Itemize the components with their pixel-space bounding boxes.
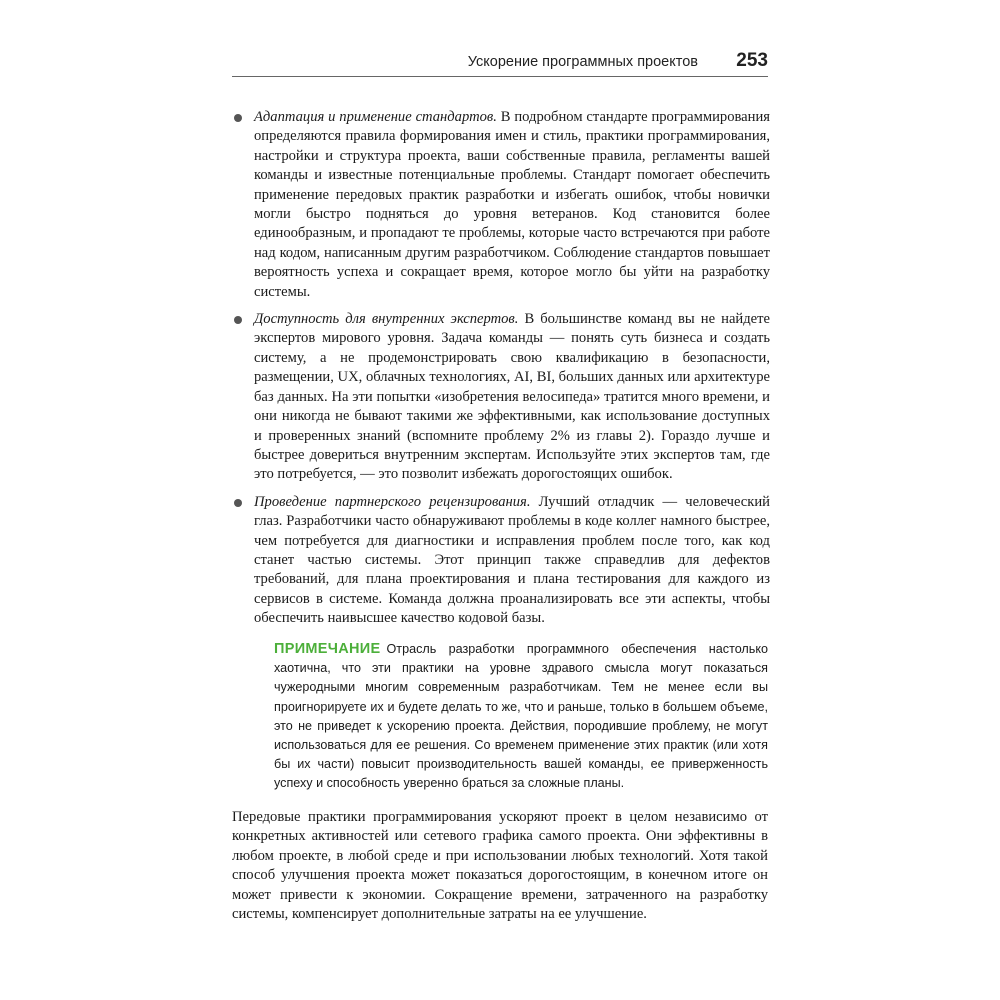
bullet-text: В большинстве команд вы не найдете экспертов мирового уровня. Задача команды — понять суть бизнеса и создать систему, а не продемонстрировать свою квалификацию в безопасности, размещении, UX, облачных технологиях, AI, BI, больших данных или архитектуре баз данных. На эти попытки «изобретения велосипеда» тратится много времени, и они никогда не бывают такими же эффективными, как использование доступных и проверенных знаний (вспомните проблему 2% из главы 2). Гораздо лучше и быстрее довериться внутренним экспертам. Используйте этих экспертов там, где это потребуется, — это позволит избежать дорогостоящих ошибок. bbox=[254, 311, 770, 483]
running-title: Ускорение программных проектов bbox=[467, 54, 698, 70]
bullet-item-standards bbox=[232, 108, 770, 302]
closing-paragraph: Передовые практики программирования ускоряют проект в целом независимо от конкретных активностей или сетевого графика самого проекта. Они эффективны в любом проекте, в любой среде и при использовании любых технологий. Хотя такой способ улучшения проекта может показаться дорогостоящим, в конечном итоге он может привести к экономии. Сокращение времени, затраченного на разработку системы, компенсирует дополнительные затраты на ее улучшение. bbox=[232, 809, 768, 923]
bullet-text: В подробном стандарте программирования определяются правила формирования имен и стиль, практики программирования, настройки и структура проекта, ваши собственные правила, регламенты вашей команды и известные потенциальные проблемы. Стандарт помогает обеспечить применение передовых практик разработки и избегать ошибок, чтобы новички могли быстро подняться до уровня ветеранов. Код становится более единообразным, и пропадают те проблемы, которые часто встречаются при работе над кодом, написанным другим разработчиком. Соблюдение стандартов повышает вероятность успеха и сокращает время, которое могло бы уйти на разработку системы. bbox=[254, 109, 770, 300]
bullet-term: Доступность для внутренних экспертов. bbox=[254, 311, 519, 328]
bullet-dot-icon bbox=[234, 499, 242, 507]
bullet-list bbox=[232, 108, 770, 637]
bullet-text: Лучший отладчик — человеческий глаз. Разработчики часто обнаруживают проблемы в коде коллег намного быстрее, чем потребуется для диагностики и исправления проблем после того, как код станет частью системы. Этот принцип также справедлив для дефектов требований, для плана проектирования и плана тестирования для каждого из сервисов в системе. Команда должна проанализировать все эти аспекты, чтобы обеспечить наивысшее качество кодовой базы. bbox=[254, 493, 770, 627]
page-number: 253 bbox=[736, 50, 768, 71]
bullet-term: Адаптация и применение стандартов. bbox=[254, 109, 497, 125]
running-header bbox=[232, 50, 768, 77]
note-label: ПРИМЕЧАНИЕ bbox=[274, 641, 381, 657]
bullet-item-experts bbox=[232, 310, 770, 485]
bullet-dot-icon bbox=[234, 316, 242, 324]
bullet-dot-icon bbox=[234, 114, 242, 122]
bullet-term: Проведение партнерского рецензирования. bbox=[254, 493, 531, 510]
note-block bbox=[274, 640, 768, 794]
bullet-item-peer-review bbox=[232, 493, 770, 629]
note-text: Отрасль разработки программного обеспечения настолько хаотична, что эти практики на уровне здравого смысла могут показаться чужеродными многим современным разработчикам. Тем не менее если вы проигнорируете их и будете делать то же, что и раньше, только в большем объеме, это не приведет к ускорению проекта. Действия, породившие проблему, не могут использоваться для ее решения. Со временем применение этих практик (или хотя бы их части) повысит производительность вашей команды, ее приверженность успеху и способность уверенно браться за сложные планы. bbox=[274, 642, 768, 791]
